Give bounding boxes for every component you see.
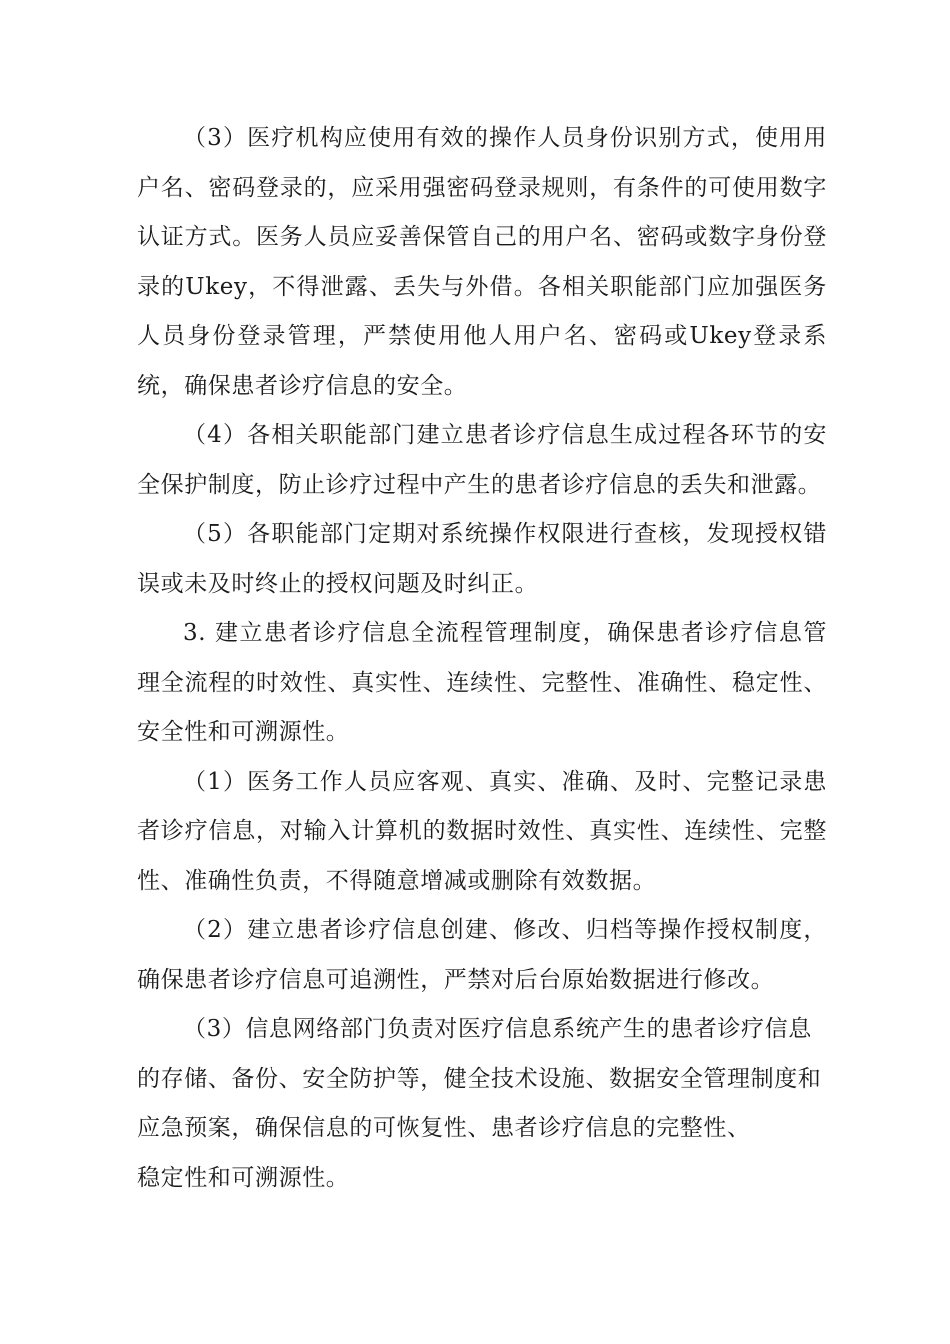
paragraph-1-accurate-recording: （1）医务工作人员应客观、真实、准确、及时、完整记录患者诊疗信息，对输入计算机的数据时效性、真实性、连续性、完整性、准确性负责，不得随意增减或删除有效数据。 <box>137 768 827 894</box>
paragraph-3-network-department-tail: 稳定性和可溯源性。 <box>137 1164 350 1191</box>
section-3-full-process-management: 3. 建立患者诊疗信息全流程管理制度，确保患者诊疗信息管理全流程的时效性、真实性、连续性、完整性、准确性、稳定性、安全性和可溯源性。 <box>137 620 827 745</box>
paragraph-3-network-department-main: （3）信息网络部门负责对医疗信息系统产生的患者诊疗信息的存储、备份、安全防护等，健全技术设施、数据安全管理制度和应急预案，确保信息的可恢复性、患者诊疗信息的完整性、 <box>137 1016 822 1141</box>
paragraph-2-operation-authorization: （2）建立患者诊疗信息创建、修改、归档等操作授权制度，确保患者诊疗信息可追溯性，严禁对后台原始数据进行修改。 <box>137 917 827 993</box>
paragraph-5-permission-audit: （5）各职能部门定期对系统操作权限进行查核，发现授权错误或未及时终止的授权问题及时纠正。 <box>137 521 827 597</box>
paragraph-3-network-department <box>137 1005 827 1154</box>
document-body <box>137 114 827 1203</box>
paragraph-3-identity-auth: （3）医疗机构应使用有效的操作人员身份识别方式，使用用户名、密码登录的，应采用强密码登录规则，有条件的可使用数字认证方式。医务人员应妥善保管自己的用户名、密码或数字身份登录的Ukey，不得泄露、丢失与外借。各相关职能部门应加强医务人员身份登录管理，严禁使用他人用户名、密码或Ukey登录系统，确保患者诊疗信息的安全。 <box>137 125 827 399</box>
paragraph-4-security-protection: （4）各相关职能部门建立患者诊疗信息生成过程各环节的安全保护制度，防止诊疗过程中产生的患者诊疗信息的丢失和泄露。 <box>137 422 827 498</box>
